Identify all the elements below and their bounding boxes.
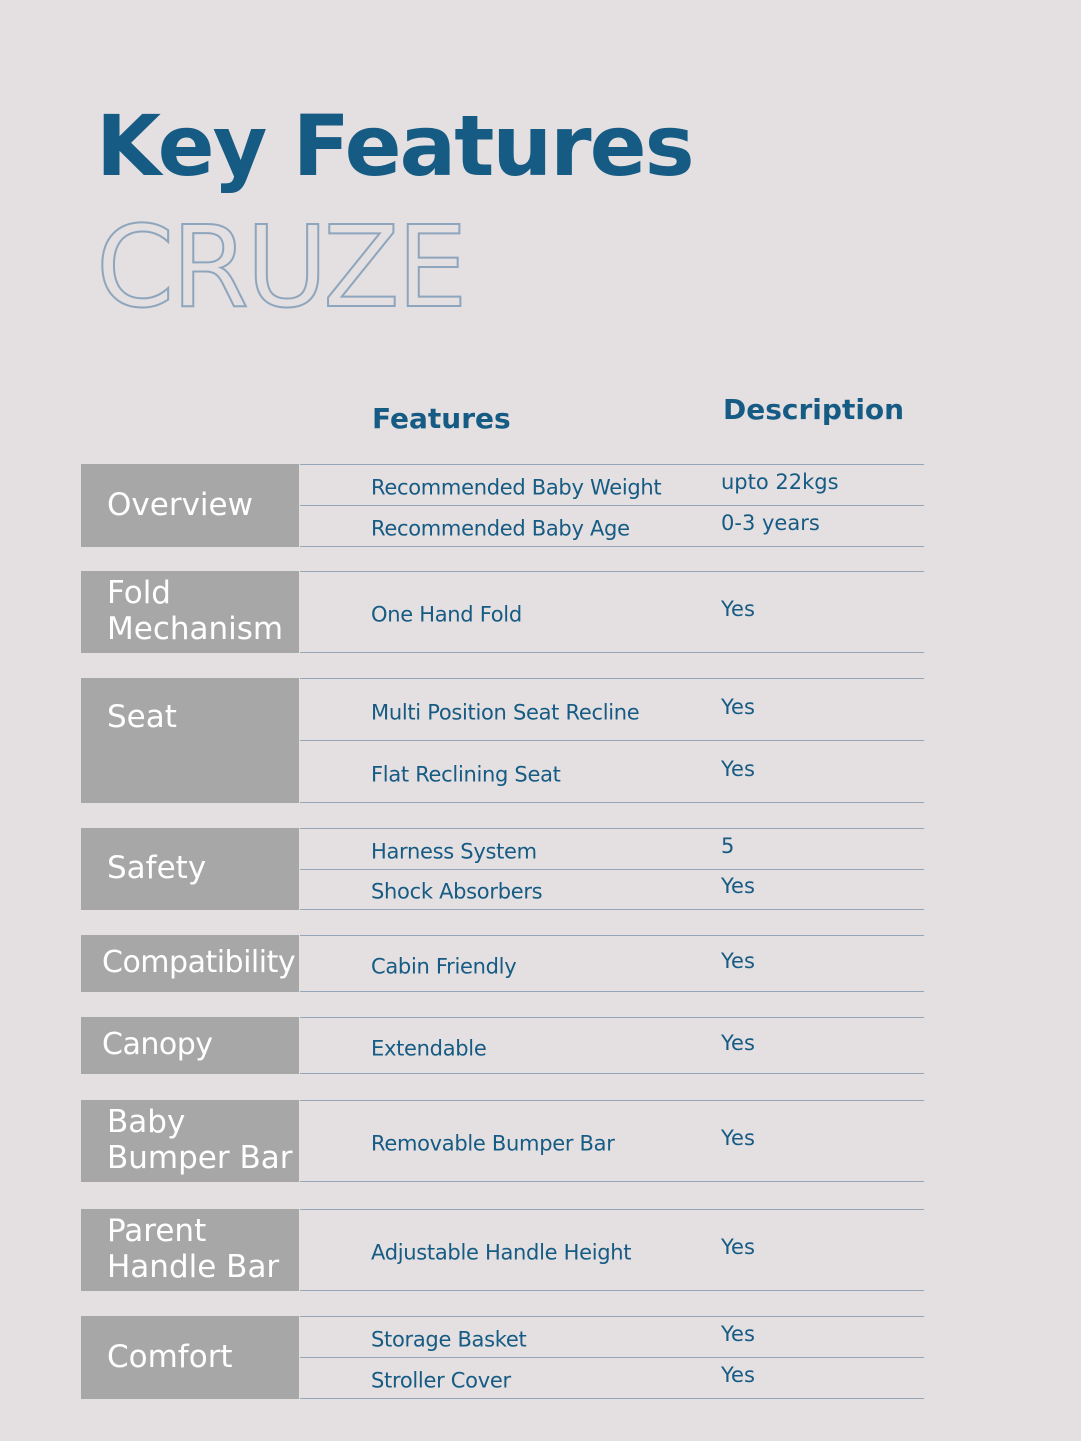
feature-name: Recommended Baby Weight [371,475,662,500]
feature-name: Shock Absorbers [371,879,543,904]
features-column-header: Features [372,402,511,435]
category-label: Compatibility [81,935,299,992]
feature-name: Multi Position Seat Recline [371,699,640,724]
table-row [300,741,924,803]
category-label: Comfort [81,1316,299,1399]
product-name: CRUZE [96,203,465,333]
feature-value: 5 [721,833,735,858]
table-row [300,1358,924,1399]
feature-group-overview [81,464,924,547]
table-row [300,572,924,653]
feature-value: Yes [721,1030,755,1055]
feature-rows [300,1017,924,1074]
category-label: Seat [81,678,299,803]
table-row [300,936,924,992]
feature-name: Storage Basket [371,1327,527,1352]
feature-value: Yes [721,1126,755,1151]
feature-value: Yes [721,694,755,719]
description-column-header: Description [723,393,905,426]
category-label: Fold Mechanism [81,571,299,653]
feature-group-safety [81,828,924,910]
feature-value: Yes [721,756,755,781]
feature-rows [300,1316,924,1399]
feature-value: Yes [721,597,755,622]
feature-rows [300,1100,924,1182]
table-row [300,1210,924,1291]
table-row [300,679,924,741]
feature-rows [300,678,924,803]
category-label: Safety [81,828,299,910]
feature-name: Removable Bumper Bar [371,1131,615,1156]
feature-value: Yes [721,874,755,899]
feature-name: Adjustable Handle Height [371,1240,632,1265]
table-row [300,1018,924,1074]
feature-name: Recommended Baby Age [371,516,630,541]
feature-name: Flat Reclining Seat [371,761,561,786]
feature-group-fold-mechanism [81,571,924,653]
feature-rows [300,464,924,547]
feature-group-seat [81,678,924,803]
category-label: Baby Bumper Bar [81,1100,299,1182]
table-row [300,506,924,547]
feature-value: Yes [721,1363,755,1388]
feature-value: upto 22kgs [721,470,839,495]
feature-group-parent-handle-bar [81,1209,924,1291]
table-row [300,1317,924,1358]
feature-value: Yes [721,1322,755,1347]
feature-group-baby-bumper-bar [81,1100,924,1182]
category-label: Canopy [81,1017,299,1074]
feature-rows [300,571,924,653]
table-row [300,465,924,506]
feature-rows [300,935,924,992]
feature-group-compatibility [81,935,924,992]
feature-name: Stroller Cover [371,1368,511,1393]
feature-rows [300,828,924,910]
category-label: Parent Handle Bar [81,1209,299,1291]
feature-name: Harness System [371,839,537,864]
feature-name: One Hand Fold [371,602,522,627]
feature-value: Yes [721,948,755,973]
feature-value: 0-3 years [721,511,820,536]
category-label: Overview [81,464,299,547]
feature-group-comfort [81,1316,924,1399]
table-row [300,829,924,870]
table-row [300,1101,924,1182]
feature-group-canopy [81,1017,924,1074]
feature-name: Extendable [371,1035,487,1060]
feature-name: Cabin Friendly [371,953,517,978]
table-row [300,870,924,911]
feature-rows [300,1209,924,1291]
feature-value: Yes [721,1235,755,1260]
page-title: Key Features [96,97,693,195]
